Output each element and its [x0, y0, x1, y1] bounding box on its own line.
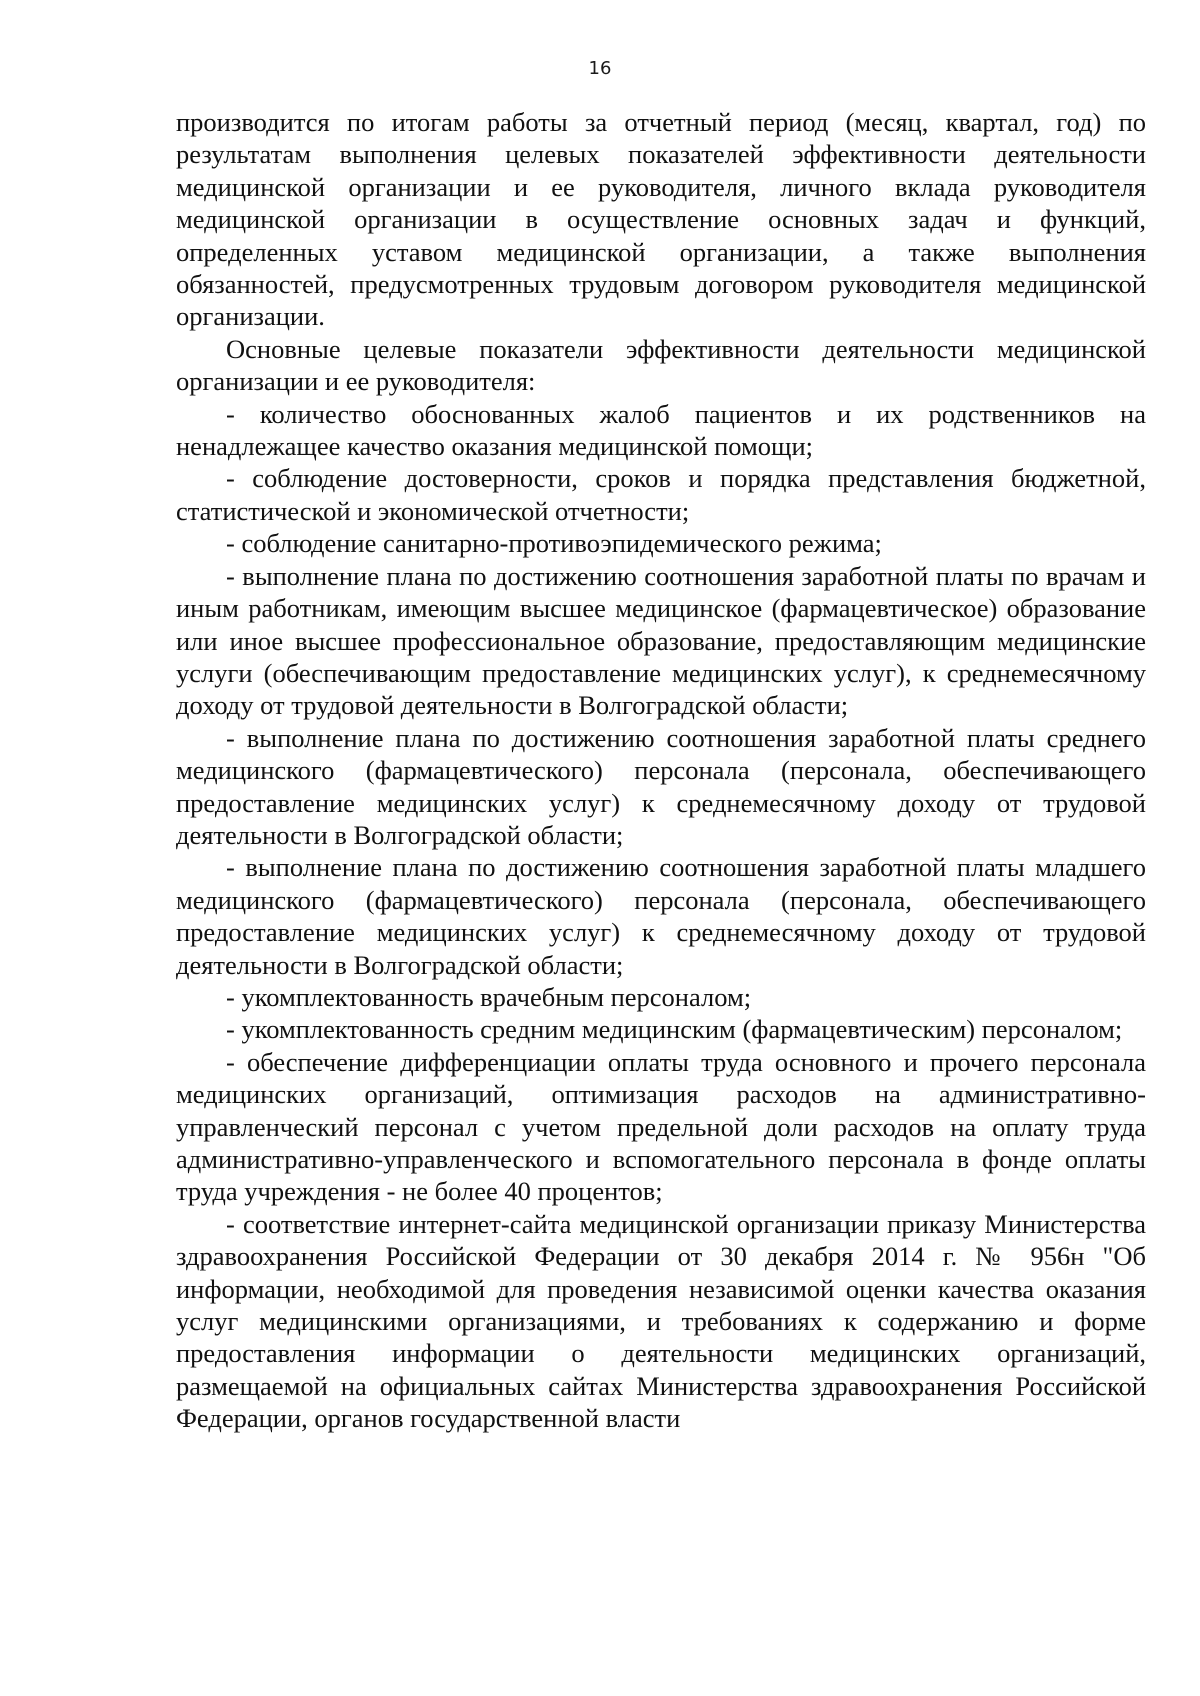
list-item-middle-staffing: - укомплектованность средним медицинским (фармацевтическим) персоналом;: [226, 1014, 1123, 1045]
list-item-doctors-salary: - выполнение плана по достижению соотношения заработной платы по врачам и иным работникам, имеющим высшее медицинское (фармацевтическое) образование или иное высшее профессиональное образование, предоставляющим медицинские услуги (обеспечивающим предоставление медицинских услуг), к среднемесячному доходу от трудовой деятельности в Волгоградской области;: [176, 560, 1146, 721]
document-body: [176, 106, 1146, 1435]
list-item-complaints: - количество обоснованных жалоб пациентов и их родственников на ненадлежащее качество оказания медицинской помощи;: [176, 398, 1146, 462]
paragraph-targets-intro: Основные целевые показатели эффективности деятельности медицинской организации и ее руководителя:: [176, 333, 1146, 397]
paragraph-continuation: производится по итогам работы за отчетный период (месяц, квартал, год) по результатам выполнения целевых показателей эффективности деятельности медицинской организации и ее руководителя, личного вклада руководителя медицинской организации в осуществление основных задач и функций, определенных уставом медицинской организации, а также выполнения обязанностей, предусмотренных трудовым договором руководителя медицинской организации.: [176, 107, 1146, 332]
list-item-doctor-staffing: - укомплектованность врачебным персоналом;: [226, 981, 752, 1012]
list-item-junior-staff-salary: - выполнение плана по достижению соотношения заработной платы младшего медицинского (фармацевтического) персонала (персонала, обеспечивающего предоставление медицинских услуг) к среднемесячному доходу от трудовой деятельности в Волгоградской области;: [176, 852, 1146, 980]
list-item-reporting: - соблюдение достоверности, сроков и порядка представления бюджетной, статистической и экономической отчетности;: [176, 463, 1146, 526]
list-item-sanitary: - соблюдение санитарно-противоэпидемического режима;: [226, 528, 882, 559]
page-number: 16: [588, 58, 612, 79]
list-item-pay-differentiation: - обеспечение дифференциации оплаты труда основного и прочего персонала медицинских организаций, оптимизация расходов на административно-управленческий персонал с учетом предельной доли расходов на оплату труда административно-управленческого и вспомогательного персонала в фонде оплаты труда учреждения - не более 40 процентов;: [176, 1046, 1146, 1207]
list-item-website-compliance: - соответствие интернет-сайта медицинской организации приказу Министерства здравоохранения Российской Федерации от 30 декабря 2014 г. № 956н "Об информации, необходимой для проведения независимой оценки качества оказания услуг медицинскими организациями, и требованиях к содержанию и форме предоставления информации о деятельности медицинских организаций, размещаемой на официальных сайтах Министерства здравоохранения Российской Федерации, органов государственной власти: [176, 1208, 1146, 1434]
list-item-middle-staff-salary: - выполнение плана по достижению соотношения заработной платы среднего медицинского (фармацевтического) персонала (персонала, обеспечивающего предоставление медицинских услуг) к среднемесячному доходу от трудовой деятельности в Волгоградской области;: [176, 722, 1146, 850]
